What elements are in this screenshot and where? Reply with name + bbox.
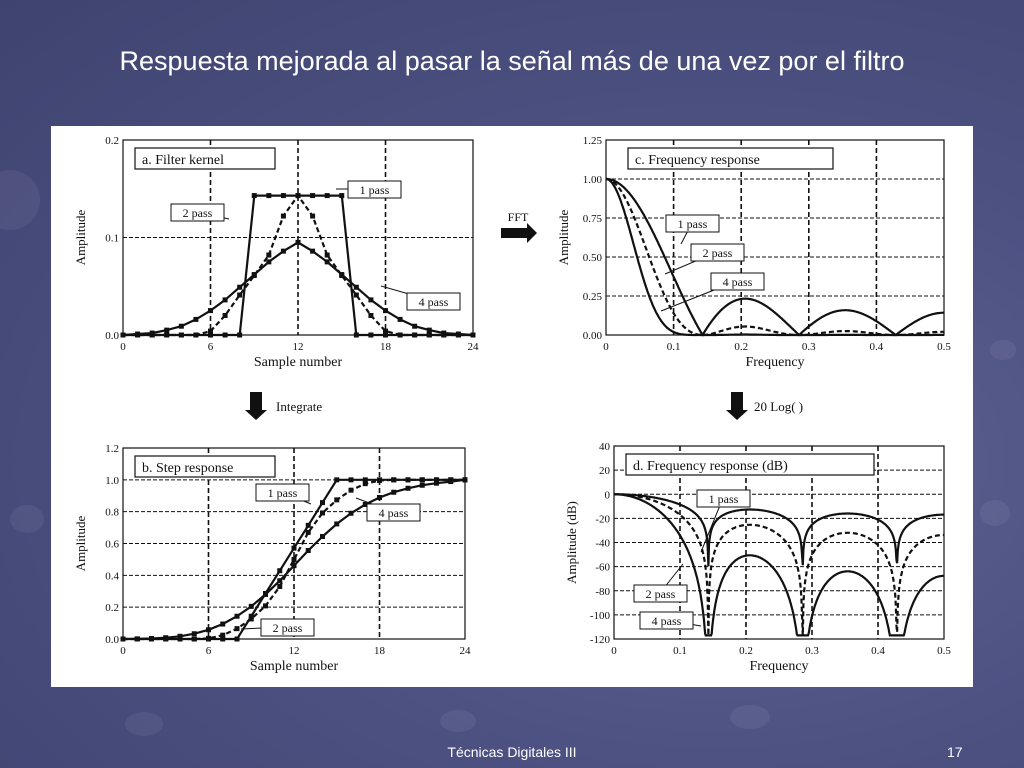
data-point bbox=[339, 193, 344, 198]
data-point bbox=[354, 333, 359, 338]
y-tick-label: 0.2 bbox=[105, 602, 119, 615]
data-point bbox=[163, 635, 168, 640]
data-point bbox=[471, 333, 476, 338]
data-point bbox=[277, 568, 282, 573]
x-tick-label: 24 bbox=[467, 341, 479, 353]
pass-label: 4 pass bbox=[378, 506, 409, 520]
data-point bbox=[368, 297, 373, 302]
data-point bbox=[354, 293, 359, 298]
x-tick-label: 6 bbox=[207, 341, 214, 353]
data-point bbox=[266, 253, 271, 258]
data-point bbox=[391, 477, 396, 482]
y-tick-label: 1.0 bbox=[105, 474, 119, 487]
x-tick-label: 0 bbox=[603, 341, 609, 353]
data-point bbox=[349, 477, 354, 482]
y-tick-label: 1.00 bbox=[582, 174, 602, 186]
data-point bbox=[150, 331, 155, 336]
x-tick-label: 24 bbox=[459, 645, 471, 657]
data-point bbox=[427, 328, 432, 333]
log-arrow-icon bbox=[726, 392, 748, 420]
x-tick-label: 18 bbox=[374, 645, 385, 657]
y-tick-label: 0.2 bbox=[105, 135, 119, 147]
y-tick-label: -100 bbox=[589, 609, 610, 622]
x-tick-label: 0.3 bbox=[801, 341, 816, 353]
y-tick-label: 0 bbox=[604, 489, 610, 502]
data-point bbox=[179, 333, 184, 338]
data-point bbox=[249, 604, 254, 609]
x-tick-label: 0.1 bbox=[673, 645, 687, 657]
data-point bbox=[320, 500, 325, 505]
data-point bbox=[192, 637, 197, 642]
x-axis-label: Sample number bbox=[249, 659, 339, 674]
x-tick-label: 0.4 bbox=[869, 341, 884, 353]
y-tick-label: 0.75 bbox=[582, 213, 602, 225]
chart-b bbox=[73, 443, 471, 674]
data-point bbox=[235, 637, 240, 642]
fft-arrow-icon bbox=[501, 223, 537, 243]
y-tick-label: -20 bbox=[595, 513, 610, 526]
data-point bbox=[296, 240, 301, 245]
y-tick-label: 1.25 bbox=[582, 135, 602, 147]
data-point bbox=[237, 333, 242, 338]
data-point bbox=[135, 636, 140, 641]
background-bubble bbox=[990, 340, 1016, 360]
data-point bbox=[434, 481, 439, 486]
data-point bbox=[310, 193, 315, 198]
data-point bbox=[179, 324, 184, 329]
x-tick-label: 0.1 bbox=[666, 341, 681, 353]
data-point bbox=[463, 477, 468, 482]
data-point bbox=[306, 530, 311, 535]
figure-panel bbox=[51, 126, 973, 687]
data-point bbox=[420, 477, 425, 482]
data-point bbox=[252, 272, 257, 277]
chart-title: b. Step response bbox=[142, 461, 234, 476]
data-point bbox=[368, 333, 373, 338]
y-axis-label: Amplitude bbox=[556, 209, 571, 266]
fft-label: FFT bbox=[507, 210, 529, 224]
data-point bbox=[334, 497, 339, 502]
data-point bbox=[310, 214, 315, 219]
x-tick-label: 12 bbox=[292, 341, 304, 353]
data-point bbox=[252, 193, 257, 198]
pass-label: 1 pass bbox=[267, 486, 298, 500]
data-point bbox=[220, 633, 225, 638]
y-tick-label: -40 bbox=[595, 537, 610, 550]
data-point bbox=[325, 259, 330, 264]
y-tick-label: 1.2 bbox=[105, 443, 119, 455]
y-axis-label: Amplitude bbox=[73, 515, 88, 572]
data-point bbox=[223, 313, 228, 318]
data-point bbox=[306, 548, 311, 553]
data-point bbox=[412, 333, 417, 338]
data-point bbox=[292, 563, 297, 568]
pass-label: 2 pass bbox=[645, 587, 676, 601]
data-point bbox=[164, 328, 169, 333]
data-point bbox=[306, 523, 311, 528]
background-bubble bbox=[10, 505, 44, 533]
data-point bbox=[178, 634, 183, 639]
data-point bbox=[192, 631, 197, 636]
data-point bbox=[164, 333, 169, 338]
background-bubble bbox=[125, 712, 163, 736]
chart-title: a. Filter kernel bbox=[142, 153, 225, 168]
data-point bbox=[383, 329, 388, 334]
data-point bbox=[383, 308, 388, 313]
y-tick-label: 0.4 bbox=[105, 570, 119, 583]
data-point bbox=[249, 616, 254, 621]
data-point bbox=[235, 614, 240, 619]
data-point bbox=[149, 636, 154, 641]
data-point bbox=[368, 313, 373, 318]
data-point bbox=[266, 193, 271, 198]
data-point bbox=[320, 534, 325, 539]
y-tick-label: 0.6 bbox=[105, 538, 119, 551]
pass-label: 2 pass bbox=[272, 621, 303, 635]
x-axis-label: Frequency bbox=[745, 355, 805, 370]
data-point bbox=[448, 479, 453, 484]
x-tick-label: 0.4 bbox=[871, 645, 885, 657]
y-tick-label: 0.0 bbox=[105, 634, 119, 646]
data-point bbox=[208, 308, 213, 313]
data-point bbox=[296, 193, 301, 198]
pass-label: 1 pass bbox=[677, 217, 708, 231]
figure-svg bbox=[51, 126, 973, 687]
x-tick-label: 0.3 bbox=[805, 645, 819, 657]
pass-label: 1 pass bbox=[359, 183, 390, 197]
x-tick-label: 18 bbox=[380, 341, 391, 353]
background-bubble bbox=[730, 705, 770, 729]
footer-course-name: Técnicas Digitales III bbox=[447, 744, 577, 760]
data-point bbox=[310, 249, 315, 254]
data-point bbox=[320, 510, 325, 515]
data-point bbox=[237, 293, 242, 298]
y-axis-label: Amplitude (dB) bbox=[564, 501, 579, 584]
data-point bbox=[206, 636, 211, 641]
slide-title: Respuesta mejorada al pasar la señal más de una vez por el filtro bbox=[119, 46, 905, 76]
data-point bbox=[398, 317, 403, 322]
data-point bbox=[193, 317, 198, 322]
y-tick-label: 0.00 bbox=[582, 330, 602, 342]
data-point bbox=[281, 214, 286, 219]
data-point bbox=[263, 592, 268, 597]
data-point bbox=[406, 486, 411, 491]
log-label: 20 Log( ) bbox=[754, 399, 804, 414]
data-point bbox=[391, 490, 396, 495]
x-tick-label: 0.2 bbox=[739, 645, 753, 657]
data-point bbox=[208, 329, 213, 334]
y-tick-label: 0.8 bbox=[105, 506, 119, 519]
data-point bbox=[412, 324, 417, 329]
y-tick-label: 0.25 bbox=[582, 291, 602, 303]
chart-title: c. Frequency response bbox=[635, 153, 760, 168]
data-point bbox=[237, 285, 242, 290]
y-tick-label: -80 bbox=[595, 585, 610, 598]
background-bubble bbox=[440, 710, 476, 732]
y-tick-label: 0.50 bbox=[582, 252, 602, 264]
x-tick-label: 12 bbox=[288, 645, 300, 657]
data-point bbox=[420, 483, 425, 488]
data-point bbox=[263, 603, 268, 608]
data-point bbox=[220, 622, 225, 627]
data-point bbox=[427, 333, 432, 338]
data-point bbox=[349, 511, 354, 516]
x-tick-label: 0.5 bbox=[937, 645, 951, 657]
pass-label: 2 pass bbox=[702, 246, 733, 260]
data-point bbox=[281, 249, 286, 254]
data-point bbox=[281, 193, 286, 198]
pass-label: 2 pass bbox=[182, 206, 213, 220]
x-axis-label: Sample number bbox=[253, 355, 343, 370]
y-tick-label: 0.0 bbox=[105, 330, 119, 342]
background-bubble bbox=[980, 500, 1010, 526]
data-point bbox=[377, 495, 382, 500]
data-point bbox=[334, 477, 339, 482]
data-point bbox=[277, 584, 282, 589]
data-point bbox=[235, 626, 240, 631]
data-point bbox=[398, 333, 403, 338]
integrate-label: Integrate bbox=[276, 399, 323, 414]
data-point bbox=[339, 272, 344, 277]
data-point bbox=[223, 333, 228, 338]
data-point bbox=[121, 333, 126, 338]
x-tick-label: 0.2 bbox=[734, 341, 749, 353]
data-point bbox=[325, 253, 330, 258]
chart-title: d. Frequency response (dB) bbox=[633, 459, 788, 474]
data-point bbox=[334, 521, 339, 526]
data-point bbox=[135, 332, 140, 337]
data-point bbox=[377, 478, 382, 483]
data-point bbox=[206, 627, 211, 632]
data-point bbox=[266, 259, 271, 264]
y-tick-label: 0.1 bbox=[105, 232, 119, 245]
y-tick-label: -60 bbox=[595, 561, 610, 574]
data-point bbox=[277, 578, 282, 583]
x-tick-label: 0 bbox=[611, 645, 617, 657]
y-tick-label: 40 bbox=[599, 441, 610, 453]
x-tick-label: 0.5 bbox=[937, 341, 951, 353]
x-tick-label: 0 bbox=[120, 341, 126, 353]
x-tick-label: 6 bbox=[205, 645, 212, 657]
y-tick-label: -120 bbox=[589, 634, 610, 646]
data-point bbox=[325, 193, 330, 198]
data-point bbox=[292, 546, 297, 551]
background-bubble bbox=[0, 170, 40, 230]
data-point bbox=[406, 477, 411, 482]
chart-c bbox=[556, 135, 951, 370]
chart-d bbox=[564, 441, 951, 674]
footer-page-number: 17 bbox=[947, 744, 963, 760]
integrate-arrow-icon bbox=[245, 392, 267, 420]
data-point bbox=[223, 297, 228, 302]
pass-label: 4 pass bbox=[722, 275, 753, 289]
data-point bbox=[354, 285, 359, 290]
pass-label: 1 pass bbox=[708, 492, 739, 506]
data-point bbox=[363, 481, 368, 486]
data-point bbox=[349, 488, 354, 493]
data-point bbox=[441, 331, 446, 336]
data-point bbox=[193, 333, 198, 338]
y-tick-label: 20 bbox=[599, 465, 610, 478]
x-tick-label: 0 bbox=[120, 645, 126, 657]
data-point bbox=[292, 557, 297, 562]
pass-label: 4 pass bbox=[651, 614, 682, 628]
y-axis-label: Amplitude bbox=[73, 209, 88, 266]
pass-label: 4 pass bbox=[418, 295, 449, 309]
data-point bbox=[121, 637, 126, 642]
chart-a bbox=[73, 135, 479, 370]
data-point bbox=[456, 332, 461, 337]
x-axis-label: Frequency bbox=[749, 659, 809, 674]
